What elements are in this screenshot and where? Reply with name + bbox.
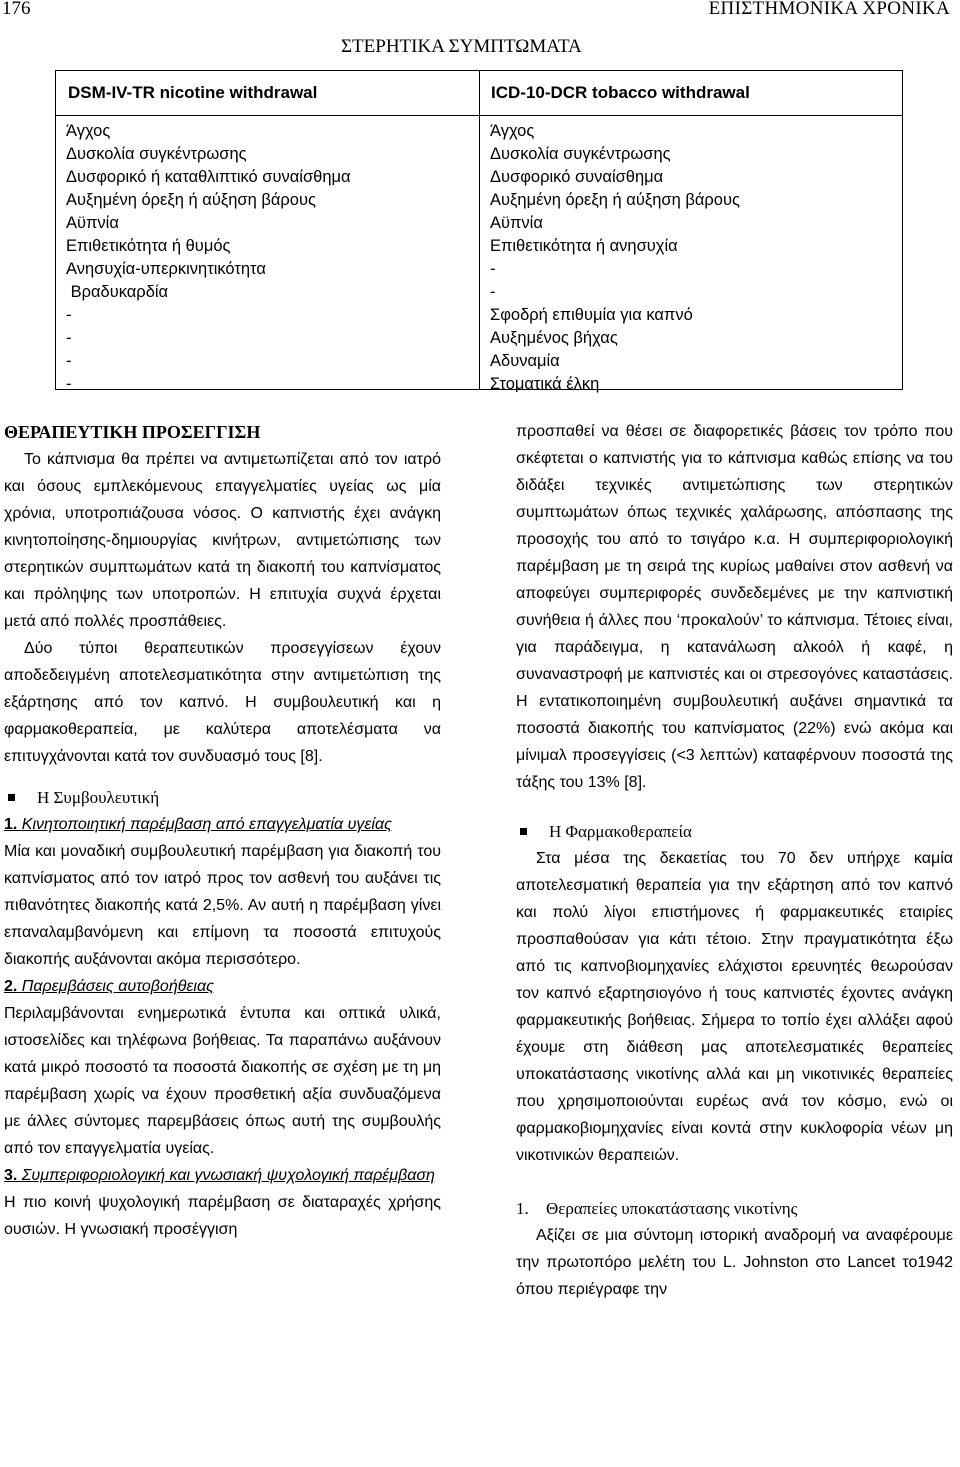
list-item: Ανησυχία-υπερκινητικότητα xyxy=(66,260,266,278)
withdrawal-symptoms-table xyxy=(55,70,903,393)
section-heading: ΘΕΡΑΠΕΥΤΙΚΗ ΠΡΟΣΕΓΓΙΣΗ xyxy=(4,422,261,442)
item-1-heading xyxy=(4,811,441,838)
list-item: Επιθετικότητα ή ανησυχία xyxy=(490,237,678,255)
dsm-symptom-list xyxy=(66,120,351,396)
list-item: Αϋπνία xyxy=(490,214,543,232)
icd-column-title: ICD-10-DCR tobacco withdrawal xyxy=(491,83,750,102)
nrt-subheading xyxy=(516,1195,953,1222)
list-item: - xyxy=(66,329,72,347)
list-item: Αυξημένη όρεξη ή αύξηση βάρους xyxy=(66,191,316,209)
nrt-number: 1. xyxy=(516,1199,529,1218)
item-1-title: Κινητοποιητική παρέμβαση από επαγγελματία υγείας xyxy=(21,816,392,833)
item-2-text: Περιλαμβάνονται ενημερωτικά έντυπα και οπτικά υλικά, ιστοσελίδες και τηλέφωνα βοήθειας. Τα παραπάνω αυξάνουν κατά μικρό ποσοστό τα ποσοστά διακοπής σε σχέση με τη μη παρέμβαση χωρίς να έχουν προσθετική αξία συνδυαζόμενα με άλλες σύντομες παρεμβάσεις όπως αυτή της συμβουλής από τον επαγγελματία υγείας. xyxy=(4,1005,441,1157)
nrt-title: Θεραπείες υποκατάστασης νικοτίνης xyxy=(546,1199,798,1218)
counseling-subheading-label: Η Συμβουλευτική xyxy=(37,788,160,807)
list-item: Αυξημένη όρεξη ή αύξηση βάρους xyxy=(490,191,740,209)
item-1-number: 1. xyxy=(4,816,18,833)
counseling-subheading xyxy=(4,784,441,811)
list-item: Σφοδρή επιθυμία για καπνό xyxy=(490,306,693,324)
item-3-number: 3. xyxy=(4,1167,18,1184)
list-item: - xyxy=(66,375,72,393)
left-text-column xyxy=(4,418,441,1243)
list-item: Επιθετικότητα ή θυμός xyxy=(66,237,231,255)
list-item: Αυξημένος βήχας xyxy=(490,329,618,347)
behavioral-paragraph: προσπαθεί να θέσει σε διαφορετικές βάσεις τον τρόπο που σκέφτεται ο καπνιστής για το κάπνισμα καθώς επίσης να του διδάξει τεχνικές αντιμετώπισης των στερητικών συμπτωμάτων όπως τεχνικές χαλάρωσης, απόσπασης της προσοχής του από το τσιγάρο κ.α. Η συμπεριφοριολογική παρέμβαση με τη σειρά της κυρίως μαθαίνει στον ασθενή να αποφεύγει συμπεριφορές συνδεδεμένες με την καπνιστική συνήθεια ή άλλες που ‘προκαλούν’ το κάπνισμα. Τέτοιες είναι, για παράδειγμα, η κατανάλωση αλκοόλ ή καφέ, η συναναστροφή με καπνιστές και οι στρεσογόνες καταστάσεις. Η εντατικοποιημένη συμβουλευτική αυξάνει σημαντικά τα ποσοστά διακοπής του καπνίσματος (22%) ενώ ακόμα και μίνιμαλ προσεγγίσεις (<3 λεπτών) καταφέρνουν ποσοστά της τάξης του 13% [8]. xyxy=(516,423,953,791)
list-item: - xyxy=(66,352,72,370)
list-item: Άγχος xyxy=(66,122,111,140)
item-2-number: 2. xyxy=(4,978,18,995)
item-2-heading xyxy=(4,973,441,1000)
intro-paragraph: Το κάπνισμα θα πρέπει να αντιμετωπίζεται από τον ιατρό και όσους εμπλεκόμενους επαγγελματίες υγείας ως μία χρόνια, υποτροπιάζουσα νόσος. Ο καπνιστής έχει ανάγκη κινητοποίησης-δημιουργίας κινήτρων, αντιμετώπισης των στερητικών συμπτωμάτων κατά τη διακοπή του καπνίσματος και πρόληψης των υποτροπών. Η επιτυχία συχνά έρχεται μετά από πολλές προσπάθειες. xyxy=(4,451,441,630)
right-text-column xyxy=(516,418,953,1303)
square-bullet-icon xyxy=(520,828,527,835)
approaches-paragraph: Δύο τύποι θεραπευτικών προσεγγίσεων έχουν αποδεδειγμένη αποτελεσματικότητα στην αντιμετώπιση της εξάρτησης από τον καπνό. Η συμβουλευτική και η φαρμακοθεραπεία, με καλύτερα αποτελέσματα να επιτυγχάνονται κατά τον συνδυασμό τους [8]. xyxy=(4,640,441,765)
page-number: 176 xyxy=(2,0,31,19)
item-2-title: Παρεμβάσεις αυτοβοήθειας xyxy=(21,978,214,995)
list-item: Δυσφορικό ή καταθλιπτικό συναίσθημα xyxy=(66,168,351,186)
list-item: Δυσκολία συγκέντρωσης xyxy=(66,145,247,163)
icd-symptom-list xyxy=(490,120,740,396)
list-item: Αδυναμία xyxy=(490,352,560,370)
list-item: Βραδυκαρδία xyxy=(66,283,169,301)
list-item: Άγχος xyxy=(490,122,535,140)
nrt-paragraph: Αξίζει σε μια σύντομη ιστορική αναδρομή να αναφέρουμε την πρωτοπόρο μελέτη του L. Johnston στο Lancet το1942 όπου περιέγραφε την xyxy=(516,1227,953,1298)
list-item: Αϋπνία xyxy=(66,214,119,232)
list-item: - xyxy=(490,260,496,278)
list-item: - xyxy=(490,283,496,301)
list-item: Δυσφορικό συναίσθημα xyxy=(490,168,664,186)
dsm-column-title: DSM-IV-TR nicotine withdrawal xyxy=(68,83,318,102)
table-column-divider xyxy=(479,70,480,390)
item-3-heading xyxy=(4,1162,441,1189)
pharmacotherapy-subheading-label: Η Φαρμακοθεραπεία xyxy=(549,822,692,841)
item-3-text: Η πιο κοινή ψυχολογική παρέμβαση σε διαταραχές χρήσης ουσιών. Η γνωσιακή προσέγγιση xyxy=(4,1194,441,1238)
item-3-title: Συμπεριφοριολογική και γνωσιακή ψυχολογική παρέμβαση xyxy=(21,1167,435,1184)
journal-title: ΕΠΙΣΤΗΜΟΝΙΚΑ ΧΡΟΝΙΚΑ xyxy=(708,0,950,19)
list-item: - xyxy=(66,306,72,324)
pharmacotherapy-subheading xyxy=(516,818,953,845)
list-item: Στοματικά έλκη xyxy=(490,375,600,393)
list-item: Δυσκολία συγκέντρωσης xyxy=(490,145,671,163)
square-bullet-icon xyxy=(8,794,15,801)
pharmacotherapy-paragraph: Στα μέσα της δεκαετίας του 70 δεν υπήρχε καμία αποτελεσματική θεραπεία για την εξάρτηση από τον καπνό και πολύ λίγοι επιστήμονες ή φαρμακευτικές εταιρίες προσπαθούσαν για κάτι τέτοιο. Στην πραγματικότητα έξω από τις καπνοβιομηχανίες ελάχιστοι ερευνητές θεωρούσαν τον καπνό εξαρτησιογόνο ή τους καπνιστές έχοντες ανάγκη φαρμακευτικής βοήθειας. Σήμερα το τοπίο έχει αλλάξει αφού έχουμε στη διάθεση μας αποτελεσματικές θεραπείες υποκατάστασης νικοτίνης αλλά και μη νικοτινικές θεραπείες που χρησιμοποιούνται ευρέως ανά τον κόσμο, ενώ οι φαρμακοβιομηχανίες είναι κοντά στην κυκλοφορία νέων μη νικοτινικών θεραπειών. xyxy=(516,850,953,1164)
table-caption: ΣΤΕΡΗΤΙΚΑ ΣΥΜΠΤΩΜΑΤΑ xyxy=(341,36,582,57)
item-1-text: Μία και μοναδική συμβουλευτική παρέμβαση για διακοπή του καπνίσματος από τον ιατρό προς τον ασθενή του αυξάνει τις πιθανότητες διακοπής κατά 2,5%. Αν αυτή η παρέμβαση γίνει επαναλαμβανόμενη και επίμονη τα ποσοστά επιτυχούς διακοπής αυξάνονται ακόμα περισσότερο. xyxy=(4,843,441,968)
